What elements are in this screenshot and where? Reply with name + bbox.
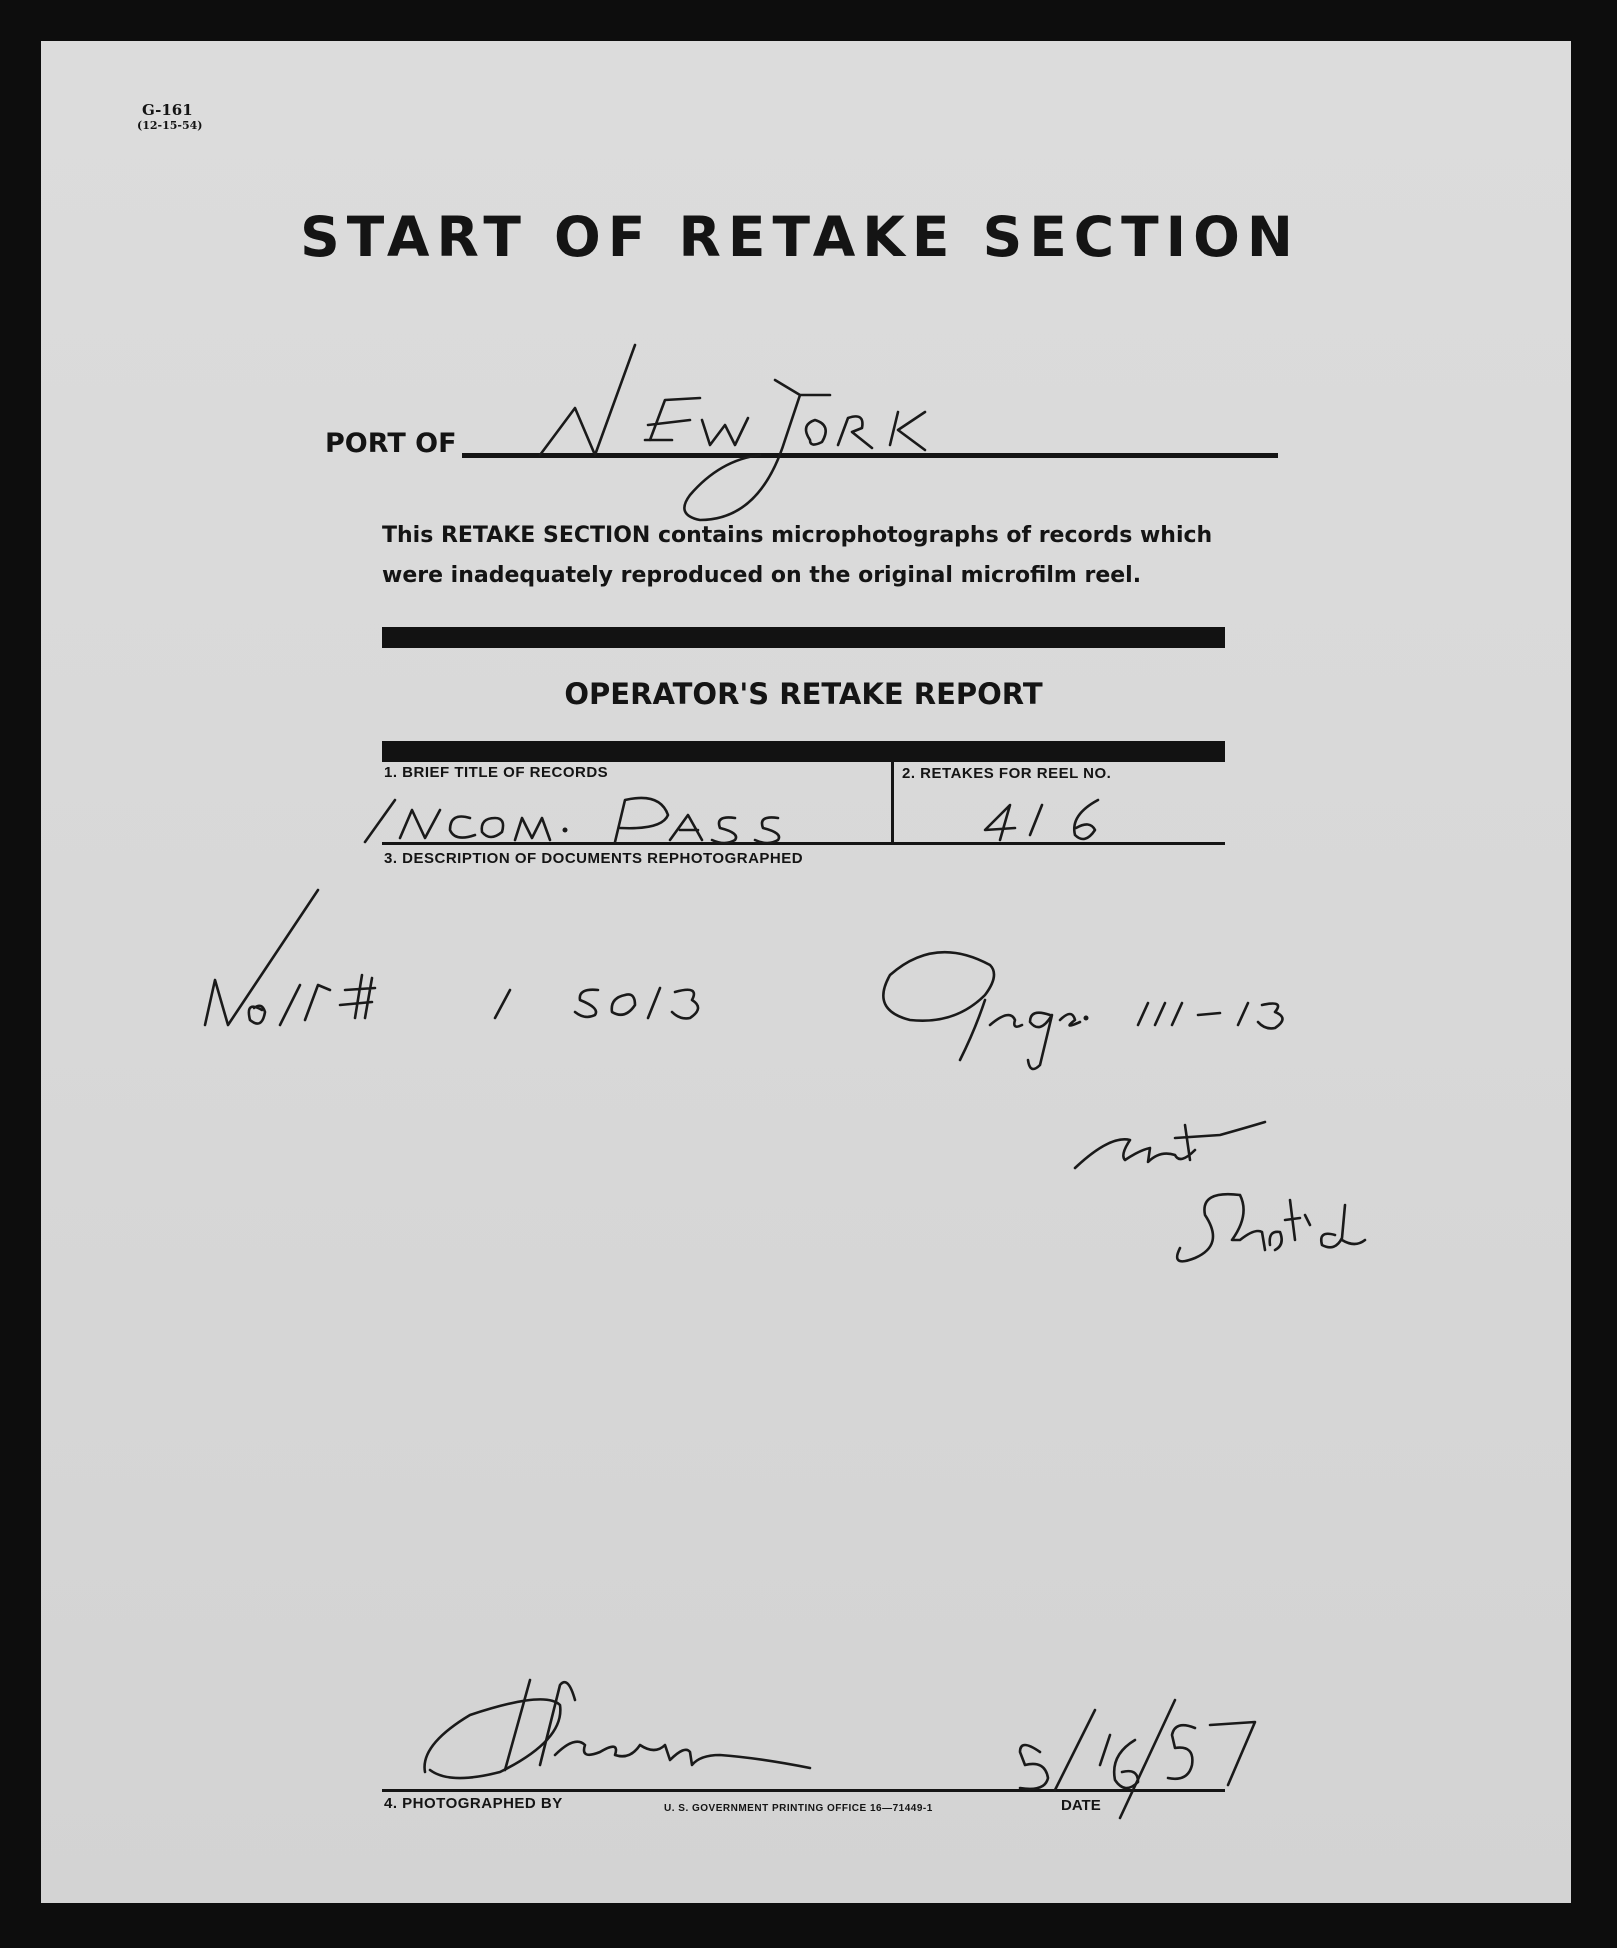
printer-imprint: U. S. GOVERNMENT PRINTING OFFICE 16—71449-1 [664, 1803, 933, 1814]
field-description-label: 3. DESCRIPTION OF DOCUMENTS REPHOTOGRAPHED [384, 850, 804, 867]
handwritten-description [205, 890, 1283, 1069]
page-title: START OF RETAKE SECTION [300, 205, 1300, 269]
field-reel-number-label: 2. RETAKES FOR REEL NO. [902, 765, 1112, 782]
handwritten-port-value [540, 345, 925, 520]
operator-signature [425, 1680, 810, 1778]
form-number: G-161 [142, 101, 193, 119]
handwritten-note [1075, 1122, 1365, 1261]
photographed-by-label: 4. PHOTOGRAPHED BY [384, 1795, 563, 1812]
handwritten-date [1020, 1700, 1255, 1818]
port-label: PORT OF [325, 428, 457, 459]
form-revision: (12-15-54) [137, 119, 203, 132]
report-title: OPERATOR'S RETAKE REPORT [564, 677, 1043, 711]
handwritten-reel-number [985, 800, 1098, 840]
field-records-title-label: 1. BRIEF TITLE OF RECORDS [384, 764, 609, 781]
date-label: DATE [1061, 1797, 1101, 1814]
intro-text: This RETAKE SECTION contains microphotographs of records which were inadequately reproduced on the original microfilm reel. [382, 523, 1213, 588]
handwritten-records-title [365, 798, 779, 843]
